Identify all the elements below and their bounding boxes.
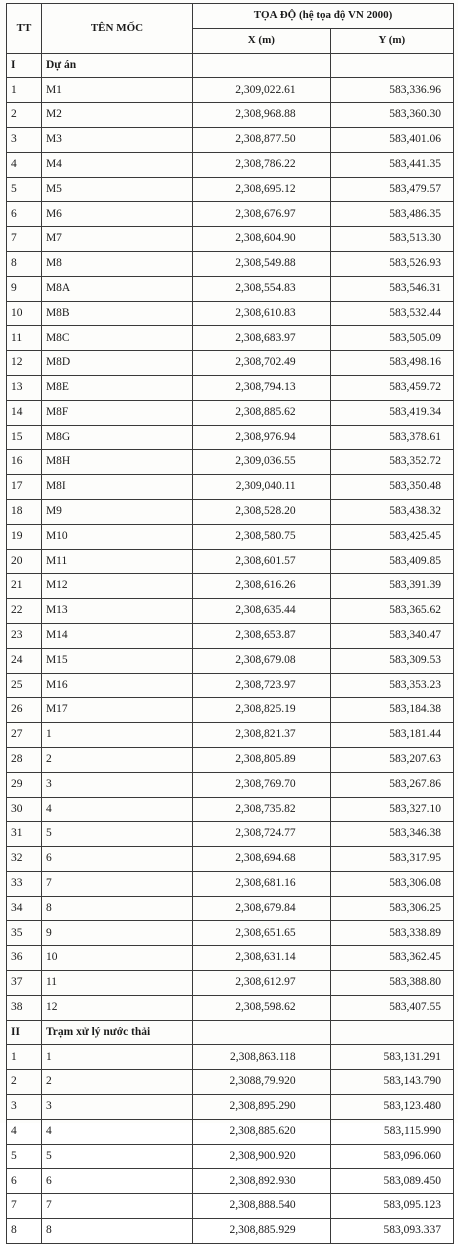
row-x-coordinate: 2,308,885.620 bbox=[192, 1119, 330, 1144]
row-marker-name: M1 bbox=[41, 78, 192, 103]
row-marker-name: 5 bbox=[41, 822, 192, 847]
row-tt: 20 bbox=[7, 549, 42, 574]
section-empty-y bbox=[330, 53, 453, 78]
row-marker-name: 6 bbox=[41, 1169, 192, 1194]
row-tt: 10 bbox=[7, 301, 42, 326]
row-marker-name: 8 bbox=[41, 896, 192, 921]
row-x-coordinate: 2,309,040.11 bbox=[192, 475, 330, 500]
table-row bbox=[7, 400, 454, 425]
row-y-coordinate: 583,327.10 bbox=[330, 797, 453, 822]
row-y-coordinate: 583,184.38 bbox=[330, 698, 453, 723]
table-row bbox=[7, 847, 454, 872]
row-tt: 26 bbox=[7, 698, 42, 723]
row-tt: 24 bbox=[7, 648, 42, 673]
row-x-coordinate: 2,308,863.118 bbox=[192, 1045, 330, 1070]
section-row bbox=[7, 1020, 454, 1045]
row-y-coordinate: 583,093.337 bbox=[330, 1219, 453, 1244]
table-row bbox=[7, 301, 454, 326]
row-y-coordinate: 583,362.45 bbox=[330, 946, 453, 971]
row-tt: 35 bbox=[7, 921, 42, 946]
row-x-coordinate: 2,3088,79.920 bbox=[192, 1070, 330, 1095]
row-tt: 2 bbox=[7, 1070, 42, 1095]
row-y-coordinate: 583,306.25 bbox=[330, 896, 453, 921]
row-x-coordinate: 2,308,598.62 bbox=[192, 995, 330, 1020]
row-y-coordinate: 583,267.86 bbox=[330, 772, 453, 797]
row-tt: 15 bbox=[7, 425, 42, 450]
table-row bbox=[7, 971, 454, 996]
row-y-coordinate: 583,388.80 bbox=[330, 971, 453, 996]
row-x-coordinate: 2,308,549.88 bbox=[192, 251, 330, 276]
row-tt: 37 bbox=[7, 971, 42, 996]
table-row bbox=[7, 871, 454, 896]
row-tt: 7 bbox=[7, 227, 42, 252]
row-marker-name: 7 bbox=[41, 1194, 192, 1219]
row-marker-name: 1 bbox=[41, 723, 192, 748]
row-marker-name: M11 bbox=[41, 549, 192, 574]
row-y-coordinate: 583,336.96 bbox=[330, 78, 453, 103]
header-coord-group: TỌA ĐỘ (hệ tọa độ VN 2000) bbox=[192, 4, 453, 29]
table-row bbox=[7, 995, 454, 1020]
row-x-coordinate: 2,308,610.83 bbox=[192, 301, 330, 326]
table-row bbox=[7, 747, 454, 772]
row-tt: 3 bbox=[7, 127, 42, 152]
table-row bbox=[7, 896, 454, 921]
row-y-coordinate: 583,317.95 bbox=[330, 847, 453, 872]
row-marker-name: 5 bbox=[41, 1144, 192, 1169]
row-tt: 19 bbox=[7, 524, 42, 549]
section-empty-y bbox=[330, 1020, 453, 1045]
section-empty-x bbox=[192, 53, 330, 78]
row-y-coordinate: 583,353.23 bbox=[330, 673, 453, 698]
row-tt: 6 bbox=[7, 202, 42, 227]
row-x-coordinate: 2,308,702.49 bbox=[192, 351, 330, 376]
table-row bbox=[7, 1119, 454, 1144]
row-x-coordinate: 2,308,616.26 bbox=[192, 574, 330, 599]
table-row bbox=[7, 946, 454, 971]
table-body bbox=[7, 53, 454, 1243]
row-tt: 25 bbox=[7, 673, 42, 698]
row-y-coordinate: 583,419.34 bbox=[330, 400, 453, 425]
row-x-coordinate: 2,308,769.70 bbox=[192, 772, 330, 797]
table-row bbox=[7, 1095, 454, 1120]
coordinate-table bbox=[6, 3, 454, 1244]
section-title: Trạm xử lý nước thải bbox=[41, 1020, 192, 1045]
row-tt: 29 bbox=[7, 772, 42, 797]
table-row bbox=[7, 499, 454, 524]
row-y-coordinate: 583,498.16 bbox=[330, 351, 453, 376]
row-marker-name: M16 bbox=[41, 673, 192, 698]
row-x-coordinate: 2,308,786.22 bbox=[192, 152, 330, 177]
section-title: Dự án bbox=[41, 53, 192, 78]
row-x-coordinate: 2,308,604.90 bbox=[192, 227, 330, 252]
row-x-coordinate: 2,309,036.55 bbox=[192, 450, 330, 475]
row-x-coordinate: 2,308,676.97 bbox=[192, 202, 330, 227]
table-row bbox=[7, 276, 454, 301]
row-y-coordinate: 583,486.35 bbox=[330, 202, 453, 227]
table-row bbox=[7, 251, 454, 276]
row-x-coordinate: 2,308,631.14 bbox=[192, 946, 330, 971]
row-marker-name: M8D bbox=[41, 351, 192, 376]
row-x-coordinate: 2,308,825.19 bbox=[192, 698, 330, 723]
row-y-coordinate: 583,401.06 bbox=[330, 127, 453, 152]
table-row bbox=[7, 152, 454, 177]
table-row bbox=[7, 351, 454, 376]
row-y-coordinate: 583,095.123 bbox=[330, 1194, 453, 1219]
table-row bbox=[7, 772, 454, 797]
table-row bbox=[7, 1144, 454, 1169]
row-y-coordinate: 583,181.44 bbox=[330, 723, 453, 748]
row-y-coordinate: 583,526.93 bbox=[330, 251, 453, 276]
section-empty-x bbox=[192, 1020, 330, 1045]
row-y-coordinate: 583,143.790 bbox=[330, 1070, 453, 1095]
header-y: Y (m) bbox=[330, 28, 453, 53]
table-row bbox=[7, 623, 454, 648]
row-tt: 6 bbox=[7, 1169, 42, 1194]
row-x-coordinate: 2,308,968.88 bbox=[192, 103, 330, 128]
row-marker-name: M8H bbox=[41, 450, 192, 475]
row-y-coordinate: 583,207.63 bbox=[330, 747, 453, 772]
row-y-coordinate: 583,378.61 bbox=[330, 425, 453, 450]
table-row bbox=[7, 921, 454, 946]
row-tt: 1 bbox=[7, 1045, 42, 1070]
row-x-coordinate: 2,308,885.929 bbox=[192, 1219, 330, 1244]
row-y-coordinate: 583,089.450 bbox=[330, 1169, 453, 1194]
table-row bbox=[7, 127, 454, 152]
row-x-coordinate: 2,308,695.12 bbox=[192, 177, 330, 202]
row-x-coordinate: 2,308,900.920 bbox=[192, 1144, 330, 1169]
row-y-coordinate: 583,438.32 bbox=[330, 499, 453, 524]
row-y-coordinate: 583,115.990 bbox=[330, 1119, 453, 1144]
header-x: X (m) bbox=[192, 28, 330, 53]
row-marker-name: M8B bbox=[41, 301, 192, 326]
row-tt: 30 bbox=[7, 797, 42, 822]
row-x-coordinate: 2,308,653.87 bbox=[192, 623, 330, 648]
row-tt: 17 bbox=[7, 475, 42, 500]
row-y-coordinate: 583,459.72 bbox=[330, 375, 453, 400]
row-marker-name: M8A bbox=[41, 276, 192, 301]
row-tt: 36 bbox=[7, 946, 42, 971]
row-marker-name: M8 bbox=[41, 251, 192, 276]
row-x-coordinate: 2,308,892.930 bbox=[192, 1169, 330, 1194]
table-row bbox=[7, 648, 454, 673]
row-tt: 13 bbox=[7, 375, 42, 400]
row-marker-name: 9 bbox=[41, 921, 192, 946]
row-y-coordinate: 583,096.060 bbox=[330, 1144, 453, 1169]
table-header bbox=[7, 4, 454, 54]
row-marker-name: M9 bbox=[41, 499, 192, 524]
row-x-coordinate: 2,308,528.20 bbox=[192, 499, 330, 524]
row-y-coordinate: 583,309.53 bbox=[330, 648, 453, 673]
row-x-coordinate: 2,309,022.61 bbox=[192, 78, 330, 103]
row-tt: 1 bbox=[7, 78, 42, 103]
row-marker-name: M8C bbox=[41, 326, 192, 351]
row-tt: 38 bbox=[7, 995, 42, 1020]
row-x-coordinate: 2,308,681.16 bbox=[192, 871, 330, 896]
row-x-coordinate: 2,308,723.97 bbox=[192, 673, 330, 698]
table-row bbox=[7, 425, 454, 450]
row-y-coordinate: 583,306.08 bbox=[330, 871, 453, 896]
row-x-coordinate: 2,308,821.37 bbox=[192, 723, 330, 748]
table-row bbox=[7, 549, 454, 574]
row-tt: 32 bbox=[7, 847, 42, 872]
row-x-coordinate: 2,308,612.97 bbox=[192, 971, 330, 996]
table-row bbox=[7, 822, 454, 847]
row-marker-name: 4 bbox=[41, 1119, 192, 1144]
table-row bbox=[7, 524, 454, 549]
row-marker-name: M14 bbox=[41, 623, 192, 648]
row-x-coordinate: 2,308,651.65 bbox=[192, 921, 330, 946]
row-marker-name: M8F bbox=[41, 400, 192, 425]
table-row bbox=[7, 202, 454, 227]
row-marker-name: M3 bbox=[41, 127, 192, 152]
row-x-coordinate: 2,308,877.50 bbox=[192, 127, 330, 152]
row-tt: 4 bbox=[7, 1119, 42, 1144]
row-x-coordinate: 2,308,888.540 bbox=[192, 1194, 330, 1219]
row-y-coordinate: 583,123.480 bbox=[330, 1095, 453, 1120]
row-marker-name: 10 bbox=[41, 946, 192, 971]
table-row bbox=[7, 103, 454, 128]
row-y-coordinate: 583,346.38 bbox=[330, 822, 453, 847]
row-y-coordinate: 583,532.44 bbox=[330, 301, 453, 326]
header-name: TÊN MỐC bbox=[41, 4, 192, 54]
row-x-coordinate: 2,308,683.97 bbox=[192, 326, 330, 351]
table-row bbox=[7, 1045, 454, 1070]
row-marker-name: M8E bbox=[41, 375, 192, 400]
table-row bbox=[7, 673, 454, 698]
section-index: II bbox=[7, 1020, 42, 1045]
row-marker-name: M17 bbox=[41, 698, 192, 723]
row-tt: 31 bbox=[7, 822, 42, 847]
table-row bbox=[7, 177, 454, 202]
row-tt: 11 bbox=[7, 326, 42, 351]
row-marker-name: 3 bbox=[41, 1095, 192, 1120]
table-row bbox=[7, 1219, 454, 1244]
row-marker-name: M10 bbox=[41, 524, 192, 549]
row-marker-name: 2 bbox=[41, 1070, 192, 1095]
row-tt: 8 bbox=[7, 1219, 42, 1244]
row-tt: 34 bbox=[7, 896, 42, 921]
row-x-coordinate: 2,308,580.75 bbox=[192, 524, 330, 549]
row-x-coordinate: 2,308,805.89 bbox=[192, 747, 330, 772]
row-tt: 3 bbox=[7, 1095, 42, 1120]
row-y-coordinate: 583,513.30 bbox=[330, 227, 453, 252]
row-x-coordinate: 2,308,601.57 bbox=[192, 549, 330, 574]
row-marker-name: 4 bbox=[41, 797, 192, 822]
row-y-coordinate: 583,365.62 bbox=[330, 599, 453, 624]
row-marker-name: M8G bbox=[41, 425, 192, 450]
row-marker-name: M15 bbox=[41, 648, 192, 673]
row-y-coordinate: 583,338.89 bbox=[330, 921, 453, 946]
table-row bbox=[7, 1070, 454, 1095]
table-row bbox=[7, 698, 454, 723]
row-x-coordinate: 2,308,724.77 bbox=[192, 822, 330, 847]
row-tt: 27 bbox=[7, 723, 42, 748]
row-tt: 22 bbox=[7, 599, 42, 624]
row-tt: 33 bbox=[7, 871, 42, 896]
row-marker-name: M5 bbox=[41, 177, 192, 202]
row-tt: 5 bbox=[7, 1144, 42, 1169]
row-tt: 5 bbox=[7, 177, 42, 202]
section-row bbox=[7, 53, 454, 78]
row-y-coordinate: 583,360.30 bbox=[330, 103, 453, 128]
row-marker-name: M6 bbox=[41, 202, 192, 227]
row-tt: 7 bbox=[7, 1194, 42, 1219]
row-tt: 12 bbox=[7, 351, 42, 376]
row-marker-name: M8I bbox=[41, 475, 192, 500]
row-marker-name: M7 bbox=[41, 227, 192, 252]
row-x-coordinate: 2,308,794.13 bbox=[192, 375, 330, 400]
row-y-coordinate: 583,340.47 bbox=[330, 623, 453, 648]
row-marker-name: M13 bbox=[41, 599, 192, 624]
table-row bbox=[7, 797, 454, 822]
row-marker-name: 7 bbox=[41, 871, 192, 896]
row-y-coordinate: 583,391.39 bbox=[330, 574, 453, 599]
row-tt: 18 bbox=[7, 499, 42, 524]
row-marker-name: M2 bbox=[41, 103, 192, 128]
table-row bbox=[7, 723, 454, 748]
row-y-coordinate: 583,441.35 bbox=[330, 152, 453, 177]
row-marker-name: 12 bbox=[41, 995, 192, 1020]
section-index: I bbox=[7, 53, 42, 78]
table-row bbox=[7, 1169, 454, 1194]
row-tt: 9 bbox=[7, 276, 42, 301]
table-row bbox=[7, 375, 454, 400]
row-marker-name: 2 bbox=[41, 747, 192, 772]
table-row bbox=[7, 326, 454, 351]
header-tt: TT bbox=[7, 4, 42, 54]
row-x-coordinate: 2,308,885.62 bbox=[192, 400, 330, 425]
row-tt: 28 bbox=[7, 747, 42, 772]
table-row bbox=[7, 1194, 454, 1219]
row-marker-name: 8 bbox=[41, 1219, 192, 1244]
row-tt: 8 bbox=[7, 251, 42, 276]
row-tt: 2 bbox=[7, 103, 42, 128]
row-y-coordinate: 583,350.48 bbox=[330, 475, 453, 500]
row-tt: 23 bbox=[7, 623, 42, 648]
row-x-coordinate: 2,308,976.94 bbox=[192, 425, 330, 450]
table-row bbox=[7, 574, 454, 599]
row-tt: 14 bbox=[7, 400, 42, 425]
row-y-coordinate: 583,407.55 bbox=[330, 995, 453, 1020]
row-y-coordinate: 583,131.291 bbox=[330, 1045, 453, 1070]
row-x-coordinate: 2,308,635.44 bbox=[192, 599, 330, 624]
table-row bbox=[7, 227, 454, 252]
table-row bbox=[7, 599, 454, 624]
row-x-coordinate: 2,308,679.84 bbox=[192, 896, 330, 921]
row-y-coordinate: 583,409.85 bbox=[330, 549, 453, 574]
row-marker-name: 6 bbox=[41, 847, 192, 872]
row-tt: 16 bbox=[7, 450, 42, 475]
row-tt: 4 bbox=[7, 152, 42, 177]
row-marker-name: M4 bbox=[41, 152, 192, 177]
row-x-coordinate: 2,308,679.08 bbox=[192, 648, 330, 673]
row-y-coordinate: 583,505.09 bbox=[330, 326, 453, 351]
row-marker-name: 11 bbox=[41, 971, 192, 996]
row-x-coordinate: 2,308,895.290 bbox=[192, 1095, 330, 1120]
row-y-coordinate: 583,546.31 bbox=[330, 276, 453, 301]
row-marker-name: 3 bbox=[41, 772, 192, 797]
row-x-coordinate: 2,308,735.82 bbox=[192, 797, 330, 822]
row-y-coordinate: 583,352.72 bbox=[330, 450, 453, 475]
table-row bbox=[7, 78, 454, 103]
row-x-coordinate: 2,308,694.68 bbox=[192, 847, 330, 872]
table-row bbox=[7, 475, 454, 500]
row-marker-name: M12 bbox=[41, 574, 192, 599]
row-tt: 21 bbox=[7, 574, 42, 599]
row-y-coordinate: 583,425.45 bbox=[330, 524, 453, 549]
row-y-coordinate: 583,479.57 bbox=[330, 177, 453, 202]
table-row bbox=[7, 450, 454, 475]
row-x-coordinate: 2,308,554.83 bbox=[192, 276, 330, 301]
row-marker-name: 1 bbox=[41, 1045, 192, 1070]
